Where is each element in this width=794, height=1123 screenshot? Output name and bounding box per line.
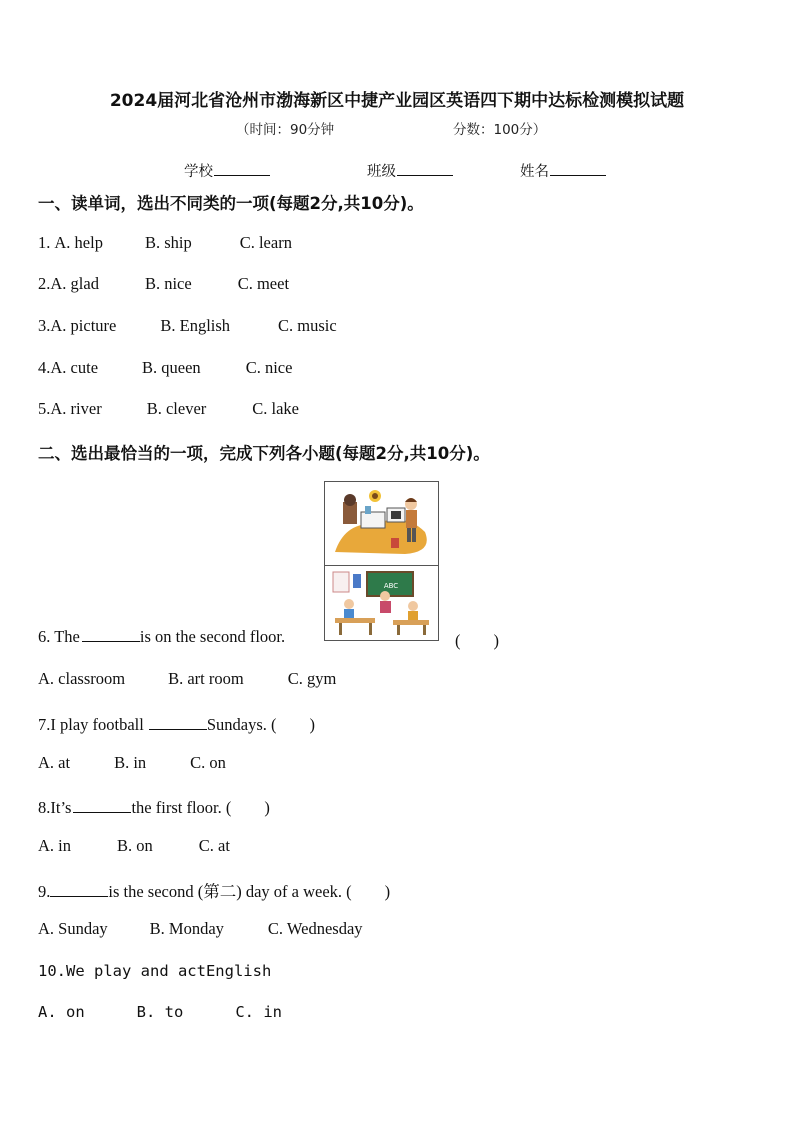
s1-question-2 — [38, 274, 289, 294]
section2-heading: 二、选出最恰当的一项，完成下列各小题(每题2分,共10分)。 — [38, 444, 490, 463]
name-blank[interactable] — [550, 161, 606, 176]
q8-text-before: 8.It’s — [38, 798, 72, 817]
q1-option-a[interactable]: A. help — [54, 233, 103, 252]
q4-number: 4. — [38, 358, 51, 377]
q1-option-b[interactable]: B. ship — [144, 233, 192, 252]
q3-option-a[interactable]: A. picture — [50, 316, 117, 335]
s2-question-10: 10.We play and actEnglish — [38, 962, 272, 980]
q6-text-after: is on the second floor. — [139, 627, 286, 646]
q1-option-c[interactable]: C. learn — [239, 233, 292, 252]
s2-question-8 — [38, 794, 270, 818]
q6-options — [38, 669, 336, 689]
q4-option-a[interactable]: A. cute — [50, 358, 99, 377]
q2-option-c[interactable]: C. meet — [237, 274, 290, 293]
classroom-illustration — [325, 566, 438, 640]
q9-option-a[interactable]: A. Sunday — [38, 919, 108, 938]
q4-option-c[interactable]: C. nice — [245, 358, 293, 377]
q5-number: 5. — [38, 399, 51, 418]
name-field[interactable] — [520, 160, 606, 181]
q7-blank[interactable] — [149, 715, 207, 730]
q8-option-c[interactable]: C. at — [198, 836, 230, 855]
q10-option-b[interactable]: B. to — [136, 1003, 184, 1021]
class-label: 班级 — [367, 164, 396, 180]
q6-option-b[interactable]: B. art room — [168, 669, 244, 688]
class-field[interactable] — [367, 160, 453, 181]
exam-time: （时间：90分钟 — [236, 122, 335, 138]
q6-option-c[interactable]: C. gym — [287, 669, 337, 688]
q5-option-a[interactable]: A. river — [50, 399, 102, 418]
q5-option-c[interactable]: C. lake — [252, 399, 300, 418]
q8-option-b[interactable]: B. on — [117, 836, 153, 855]
q10-option-a[interactable]: A. on — [38, 1003, 85, 1021]
class-blank[interactable] — [397, 161, 453, 176]
q9-text-before: 9. — [38, 882, 51, 901]
s1-question-4 — [38, 358, 292, 378]
q6-answer-paren[interactable]: ( ) — [455, 631, 499, 650]
q8-blank[interactable] — [73, 798, 131, 813]
section1-heading: 一、读单词，选出不同类的一项(每题2分,共10分)。 — [38, 194, 424, 213]
exam-score: 分数：100分） — [453, 122, 547, 138]
s1-question-1 — [38, 233, 292, 253]
q6-text-before: 6. The — [38, 627, 80, 646]
s2-question-9 — [38, 878, 390, 902]
q9-blank[interactable] — [50, 882, 108, 897]
q9-text-after: is the second (第二) day of a week. ( ) — [108, 882, 391, 901]
q6-blank[interactable] — [82, 627, 140, 642]
q7-option-c[interactable]: C. on — [190, 753, 226, 772]
art-room-illustration — [325, 482, 438, 564]
q9-option-b[interactable]: B. Monday — [149, 919, 224, 938]
q7-option-a[interactable]: A. at — [38, 753, 71, 772]
page-title: 2024届河北省沧州市渤海新区中捷产业园区英语四下期中达标检测模拟试题 — [109, 91, 685, 111]
s2-question-6 — [38, 627, 285, 647]
q7-option-b[interactable]: B. in — [114, 753, 147, 772]
q3-option-b[interactable]: B. English — [160, 316, 231, 335]
school-blank[interactable] — [214, 161, 270, 176]
q9-options — [38, 919, 363, 939]
q2-option-a[interactable]: A. glad — [50, 274, 99, 293]
q5-option-b[interactable]: B. clever — [146, 399, 207, 418]
q3-number: 3. — [38, 316, 51, 335]
name-label: 姓名 — [520, 164, 549, 180]
q8-option-a[interactable]: A. in — [38, 836, 71, 855]
svg-text:ABC: ABC — [383, 582, 399, 590]
q7-text-before: 7.I play football — [38, 715, 144, 734]
question6-picture — [324, 481, 439, 641]
school-field[interactable] — [184, 160, 270, 181]
q2-number: 2. — [38, 274, 51, 293]
q8-options — [38, 836, 230, 856]
q1-number: 1. — [38, 233, 51, 252]
q7-options — [38, 753, 226, 773]
q2-option-b[interactable]: B. nice — [144, 274, 192, 293]
q10-option-c[interactable]: C. in — [235, 1003, 283, 1021]
q4-option-b[interactable]: B. queen — [142, 358, 201, 377]
q8-text-after: the first floor. ( ) — [131, 798, 270, 817]
q7-text-after: Sundays. ( ) — [206, 715, 316, 734]
q6-option-a[interactable]: A. classroom — [38, 669, 126, 688]
s1-question-3 — [38, 316, 337, 336]
q9-option-c[interactable]: C. Wednesday — [267, 919, 363, 938]
s2-question-7 — [38, 711, 315, 735]
q3-option-c[interactable]: C. music — [278, 316, 337, 335]
school-label: 学校 — [184, 164, 213, 180]
q10-options — [38, 1003, 282, 1021]
s1-question-5 — [38, 399, 299, 419]
